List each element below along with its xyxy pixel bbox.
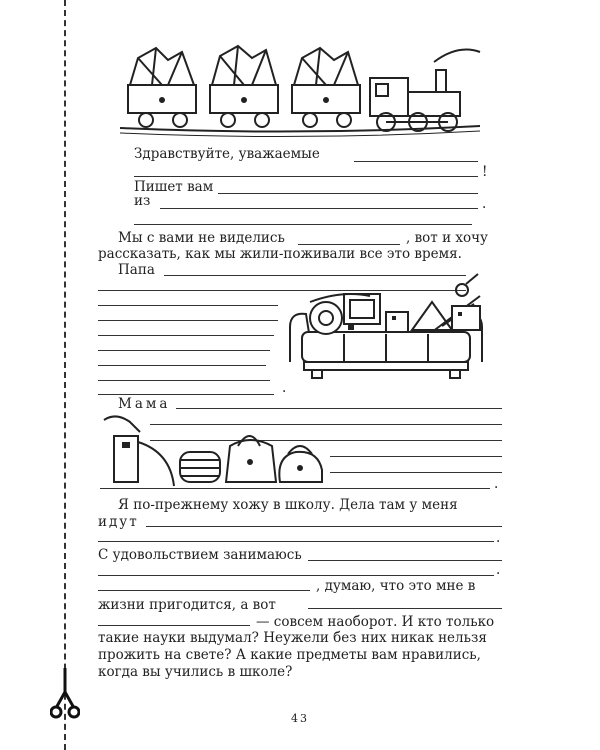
mama-blank-5[interactable] <box>330 472 502 473</box>
papa-blank-8[interactable] <box>98 380 270 381</box>
papa-label: Папа <box>118 262 155 278</box>
from-blank-2[interactable] <box>134 224 472 225</box>
time-blank[interactable] <box>298 244 400 245</box>
question-line-2: прожить на свете? А какие предметы вам нравились, <box>98 647 481 663</box>
scissors-icon <box>50 668 80 720</box>
p1-text-a: Мы с вами не виделись <box>118 230 285 246</box>
mama-dot: . <box>494 476 499 492</box>
papa-blank-6[interactable] <box>98 350 270 351</box>
cleaning-bags-illustration <box>100 412 328 488</box>
greeting-blank-2[interactable] <box>134 176 478 177</box>
mama-blank-1[interactable] <box>176 408 502 409</box>
from-dot: . <box>482 196 487 212</box>
enjoy-comma: . <box>496 562 501 578</box>
school-line-2: идут <box>98 514 139 530</box>
greeting-blank[interactable] <box>354 161 478 162</box>
school-blank-2[interactable] <box>98 541 494 542</box>
school-blank-1[interactable] <box>146 526 502 527</box>
from-text: из <box>134 193 151 209</box>
writes-text: Пишет вам <box>134 179 214 195</box>
papa-blank-3[interactable] <box>98 305 278 306</box>
school-dot: . <box>496 530 501 546</box>
train-illustration <box>118 40 488 140</box>
from-blank[interactable] <box>160 208 478 209</box>
papa-blank-5[interactable] <box>98 335 274 336</box>
mama-blank-4[interactable] <box>330 456 502 457</box>
enjoy-text: С удовольствием занимаюсь <box>98 547 302 563</box>
subject-blank[interactable] <box>98 590 310 591</box>
p1-text-b: , вот и хочу <box>406 230 488 246</box>
mama-label: Мама <box>118 396 171 412</box>
papa-blank-4[interactable] <box>98 320 278 321</box>
mama-blank-6[interactable] <box>100 488 490 489</box>
papa-blank-9[interactable] <box>98 394 274 395</box>
papa-blank-7[interactable] <box>98 365 266 366</box>
think-text: , думаю, что это мне в <box>316 578 476 594</box>
dislike-blank-1[interactable] <box>308 608 502 609</box>
page-number: 43 <box>291 712 309 725</box>
greeting-text: Здравствуйте, уважаемые <box>134 146 320 162</box>
sofa-junk-illustration <box>282 272 494 384</box>
dislike-blank-2[interactable] <box>98 625 250 626</box>
excl-mark: ! <box>482 164 488 180</box>
p1-text-c: рассказать, как мы жили-поживали все это время. <box>98 246 462 262</box>
enjoy-blank-2[interactable] <box>98 575 494 576</box>
cut-line <box>64 0 66 750</box>
opposite-text: — совсем наоборот. И кто только <box>256 614 495 630</box>
question-line-3: когда вы учились в школе? <box>98 664 293 680</box>
papa-dot: . <box>282 380 287 396</box>
life-text: жизни пригодится, а вот <box>98 597 276 613</box>
question-line-1: такие науки выдумал? Неужели без них никак нельзя <box>98 630 487 646</box>
enjoy-blank-1[interactable] <box>308 560 502 561</box>
school-line-1: Я по-прежнему хожу в школу. Дела там у меня <box>118 497 458 513</box>
writer-blank[interactable] <box>218 193 478 194</box>
